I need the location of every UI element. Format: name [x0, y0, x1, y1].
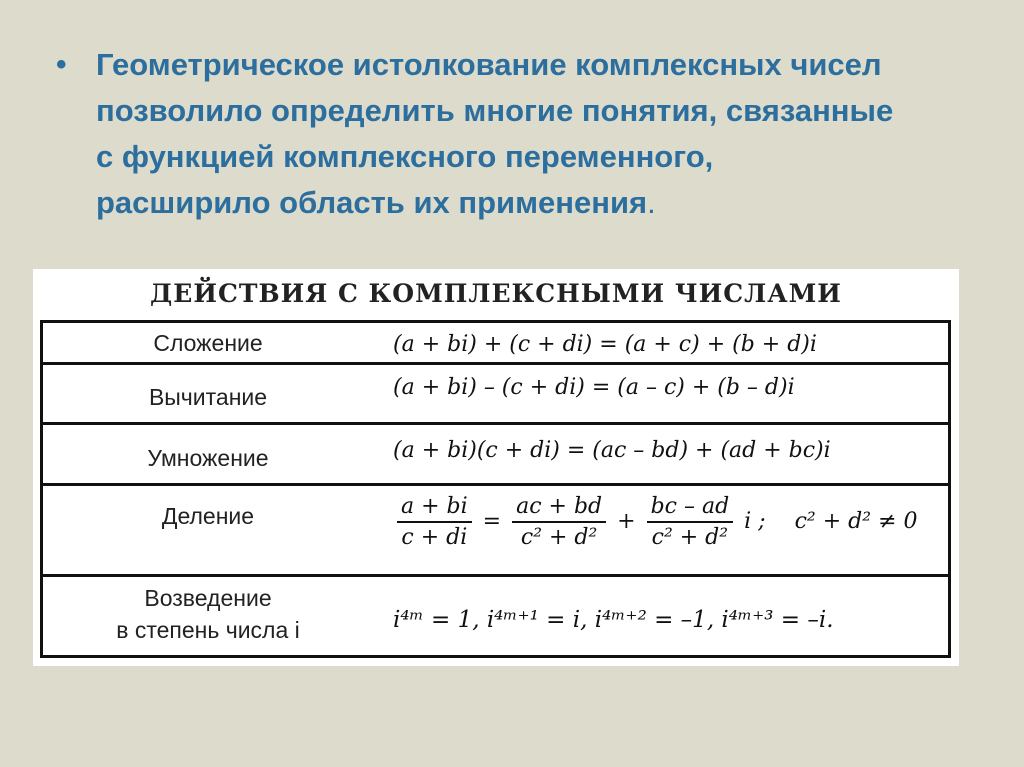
bullet-line-2: позволило определить многие понятия, связанные	[96, 93, 894, 128]
fraction-1-numerator: a + bi	[397, 494, 472, 523]
division-tail: i ;	[744, 509, 766, 534]
op-name-division: Деление	[161, 503, 255, 529]
operations-table-image	[33, 269, 959, 666]
bullet-text	[96, 42, 996, 226]
formula-addition: (a + bi) + (c + di) = (a + c) + (b + d)i	[393, 332, 817, 357]
fraction-2-denominator: c² + d²	[520, 525, 598, 550]
bullet-line-4-text: расширило область их применения	[96, 185, 648, 220]
op-name-subtraction: Вычитание	[148, 384, 268, 410]
table-row-power	[43, 577, 948, 655]
op-name-power-line1: Возведение	[144, 585, 272, 611]
fraction-3	[647, 494, 734, 550]
op-name-multiplication: Умножение	[147, 445, 269, 471]
fraction-2-numerator: ac + bd	[512, 494, 606, 523]
operations-table	[40, 320, 951, 658]
division-condition: c² + d² ≠ 0	[794, 509, 918, 534]
fraction-2	[512, 494, 606, 550]
formula-power: i⁴ᵐ = 1, i⁴ᵐ⁺¹ = i, i⁴ᵐ⁺² = –1, i⁴ᵐ⁺³ = –i.	[393, 607, 834, 633]
equals-sign: =	[482, 509, 502, 534]
op-name-power-line2: в степень числа i	[116, 617, 300, 643]
table-row-division	[43, 486, 948, 577]
formula-multiplication: (a + bi)(c + di) = (ac – bd) + (ad + bc)i	[393, 438, 831, 463]
bullet-line-1: Геометрическое истолкование комплексных чисел	[96, 47, 882, 82]
plus-sign: +	[617, 509, 636, 534]
fraction-3-denominator: c² + d²	[651, 525, 729, 550]
table-row-addition	[43, 323, 948, 365]
fraction-3-numerator: bc – ad	[647, 494, 734, 523]
formula-division	[393, 494, 918, 550]
table-row-subtraction	[43, 365, 948, 425]
fraction-1-denominator: c + di	[401, 525, 468, 550]
bullet-line-4	[96, 180, 996, 226]
op-name-power	[43, 582, 373, 646]
table-row-multiplication	[43, 425, 948, 486]
bullet-dot: •	[56, 48, 67, 81]
table-title: ДЕЙСТВИЯ С КОМПЛЕКСНЫМИ ЧИСЛАМИ	[150, 279, 842, 308]
bullet-period: .	[647, 185, 656, 220]
op-name-addition: Сложение	[153, 330, 263, 356]
fraction-1	[397, 494, 472, 550]
formula-subtraction: (a + bi) – (c + di) = (a – c) + (b – d)i	[393, 375, 795, 400]
bullet-line-3: с функцией комплексного переменного,	[96, 139, 714, 174]
